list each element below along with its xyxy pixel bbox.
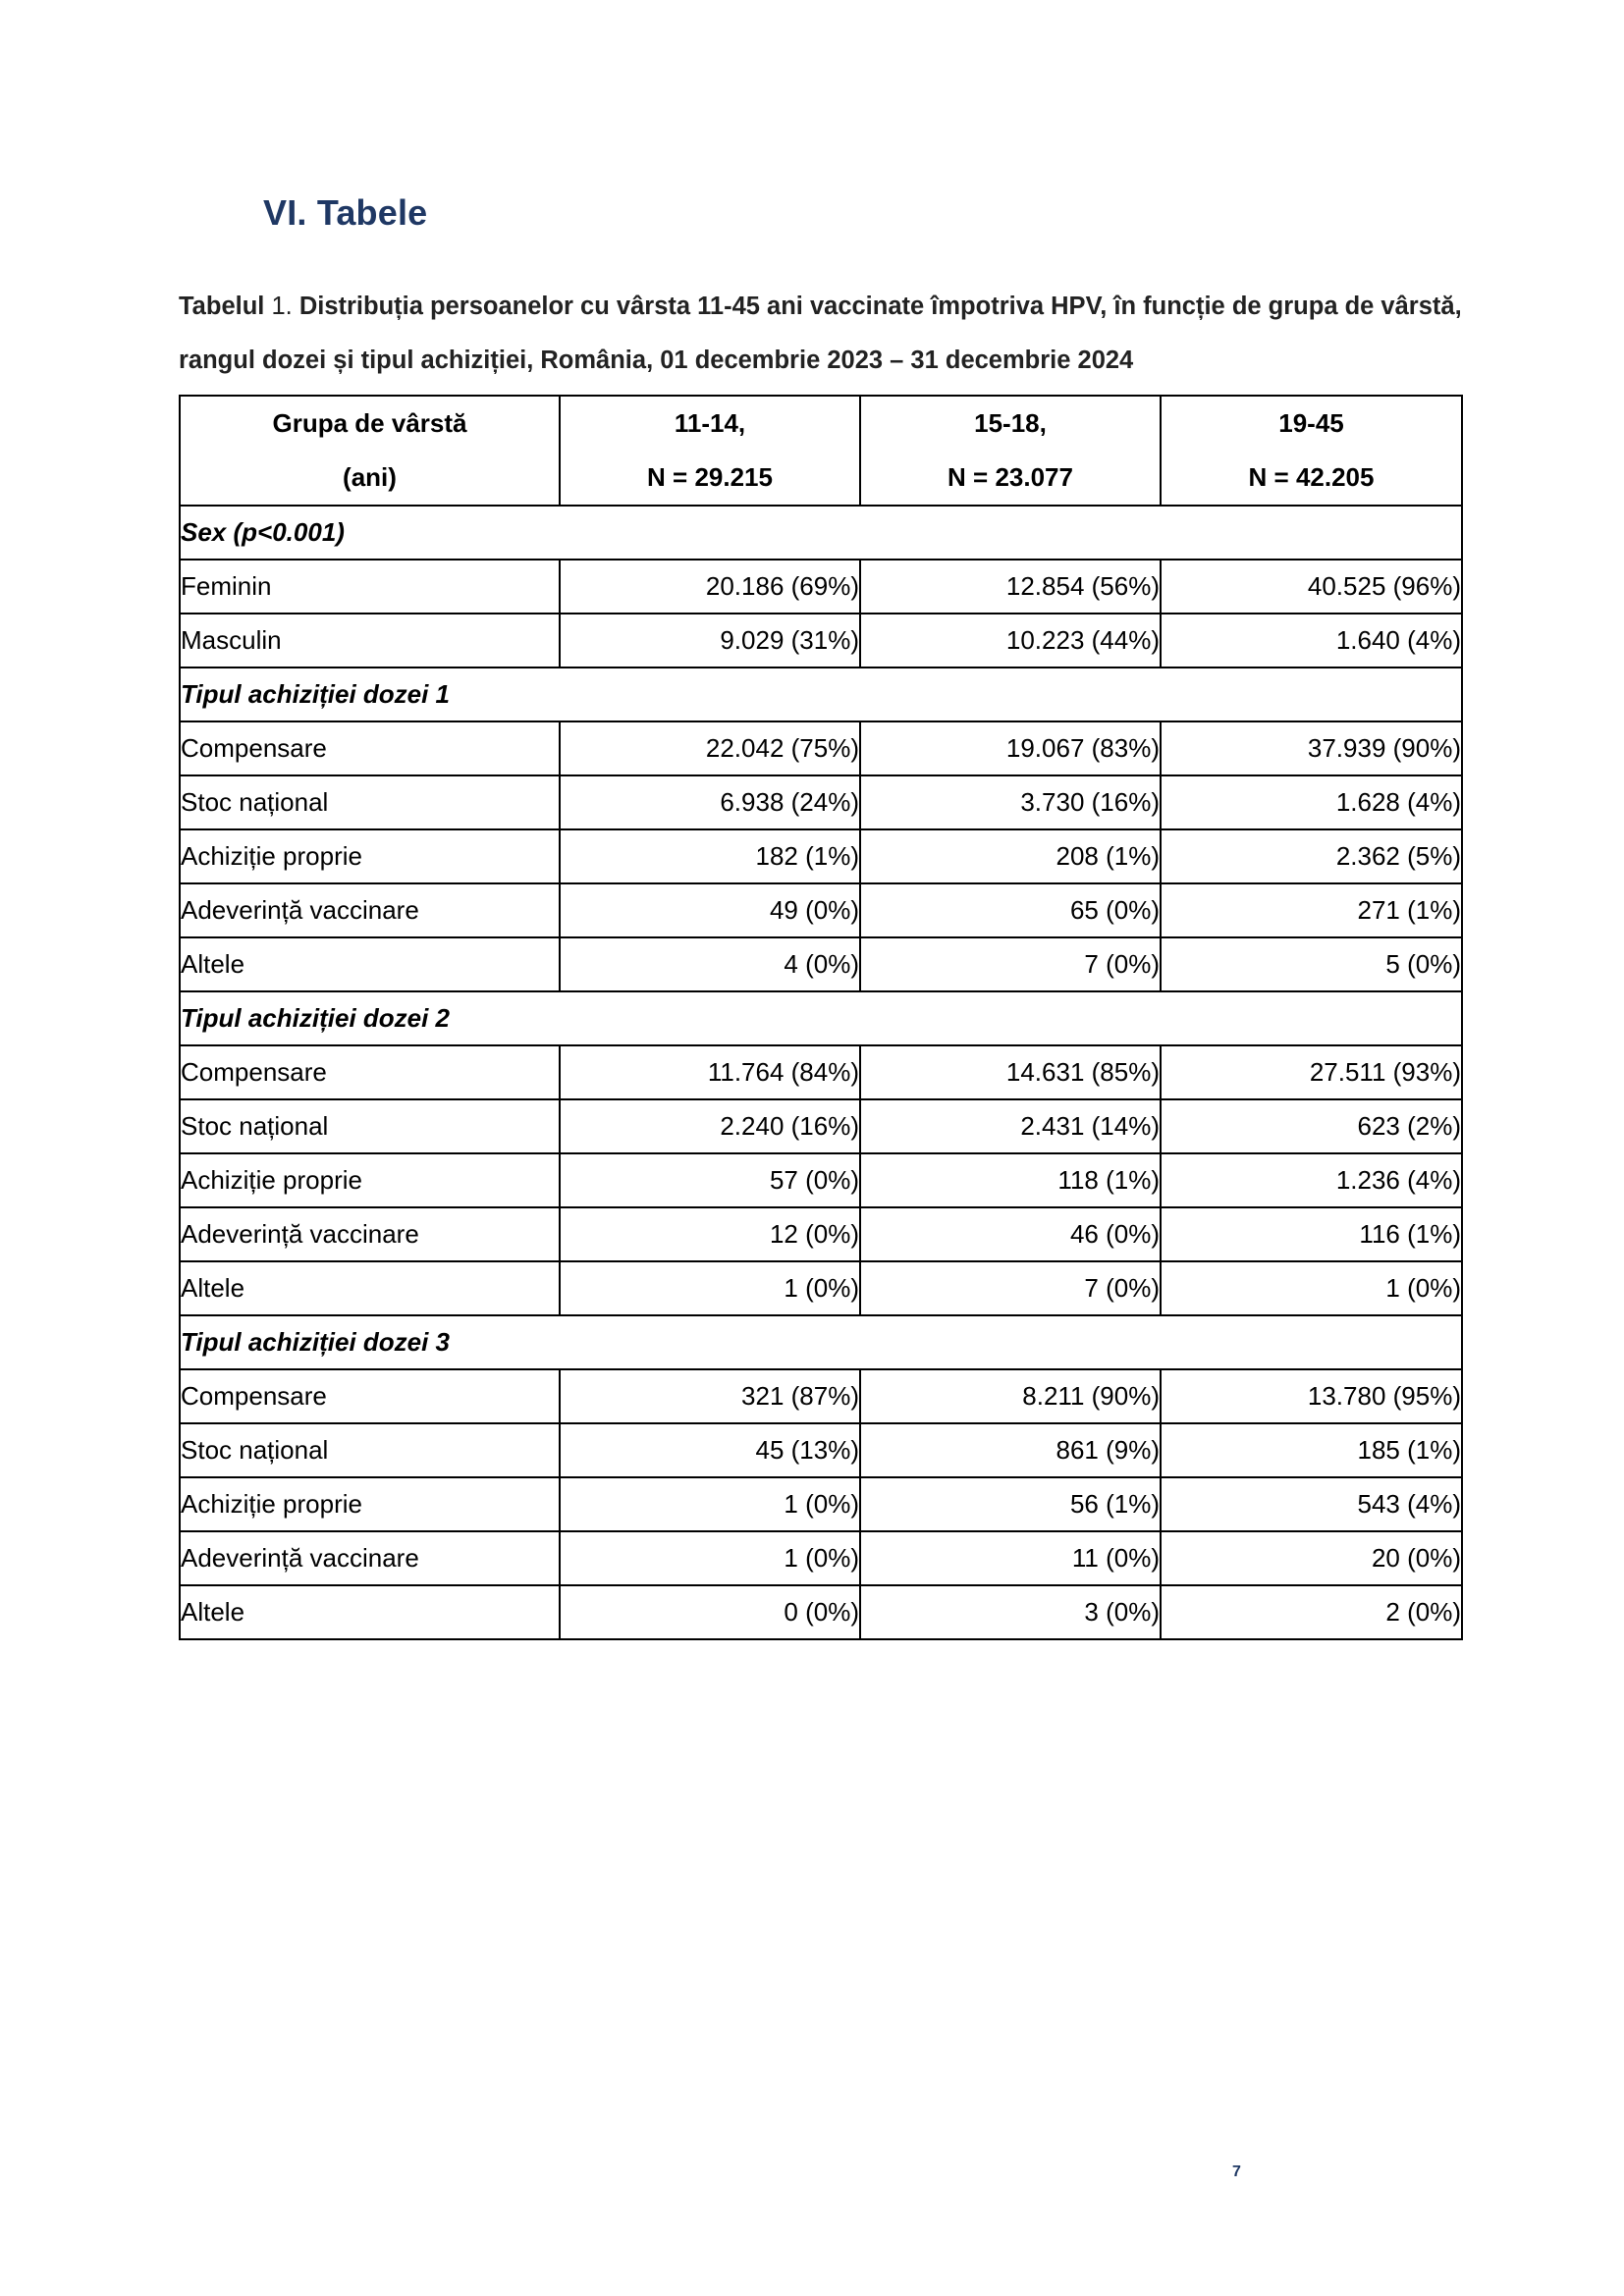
table-row [180, 1531, 1462, 1585]
table-row [180, 775, 1462, 829]
value-11-14: 0 (0%) [560, 1585, 860, 1639]
table-row [180, 1045, 1462, 1099]
value-11-14: 12 (0%) [560, 1207, 860, 1261]
value-11-14: 4 (0%) [560, 937, 860, 991]
value-11-14: 1 (0%) [560, 1531, 860, 1585]
table-row [180, 1153, 1462, 1207]
section-row [180, 991, 1462, 1045]
table-row [180, 1585, 1462, 1639]
value-11-14: 20.186 (69%) [560, 560, 860, 614]
header-age-group-unit: (ani) [343, 462, 397, 492]
header-15-18-count: N = 23.077 [947, 462, 1073, 492]
row-label: Feminin [180, 560, 560, 614]
table-body [180, 506, 1462, 1639]
table-row [180, 937, 1462, 991]
section-title: Tipul achiziției dozei 2 [180, 991, 1462, 1045]
value-11-14: 45 (13%) [560, 1423, 860, 1477]
value-11-14: 49 (0%) [560, 883, 860, 937]
header-age-group-title: Grupa de vârstă [272, 408, 467, 438]
value-19-45: 20 (0%) [1161, 1531, 1462, 1585]
row-label: Stoc național [180, 1423, 560, 1477]
value-19-45: 1.640 (4%) [1161, 614, 1462, 667]
table-row [180, 614, 1462, 667]
row-label: Compensare [180, 1045, 560, 1099]
value-11-14: 11.764 (84%) [560, 1045, 860, 1099]
table-row [180, 1099, 1462, 1153]
header-11-14-range: 11-14, [674, 408, 746, 438]
row-label: Achiziție proprie [180, 1153, 560, 1207]
header-11-14-count: N = 29.215 [647, 462, 773, 492]
value-15-18: 8.211 (90%) [860, 1369, 1161, 1423]
table-row [180, 883, 1462, 937]
header-row [180, 396, 1462, 506]
value-15-18: 19.067 (83%) [860, 721, 1161, 775]
value-11-14: 2.240 (16%) [560, 1099, 860, 1153]
table-row [180, 1261, 1462, 1315]
value-15-18: 2.431 (14%) [860, 1099, 1161, 1153]
value-19-45: 37.939 (90%) [1161, 721, 1462, 775]
value-15-18: 3 (0%) [860, 1585, 1161, 1639]
row-label: Stoc național [180, 775, 560, 829]
value-19-45: 623 (2%) [1161, 1099, 1462, 1153]
value-11-14: 1 (0%) [560, 1477, 860, 1531]
row-label: Adeverință vaccinare [180, 1531, 560, 1585]
table-row [180, 721, 1462, 775]
value-15-18: 3.730 (16%) [860, 775, 1161, 829]
value-19-45: 13.780 (95%) [1161, 1369, 1462, 1423]
value-19-45: 2.362 (5%) [1161, 829, 1462, 883]
row-label: Altele [180, 1585, 560, 1639]
row-label: Altele [180, 1261, 560, 1315]
value-15-18: 56 (1%) [860, 1477, 1161, 1531]
value-19-45: 116 (1%) [1161, 1207, 1462, 1261]
row-label: Compensare [180, 1369, 560, 1423]
table-row [180, 1477, 1462, 1531]
value-15-18: 46 (0%) [860, 1207, 1161, 1261]
value-15-18: 208 (1%) [860, 829, 1161, 883]
page-number: 7 [1232, 2163, 1241, 2180]
row-label: Masculin [180, 614, 560, 667]
value-11-14: 9.029 (31%) [560, 614, 860, 667]
value-19-45: 2 (0%) [1161, 1585, 1462, 1639]
value-11-14: 321 (87%) [560, 1369, 860, 1423]
value-15-18: 7 (0%) [860, 1261, 1161, 1315]
section-row [180, 506, 1462, 560]
caption-label: Tabelul [179, 293, 272, 320]
value-15-18: 11 (0%) [860, 1531, 1161, 1585]
value-15-18: 10.223 (44%) [860, 614, 1161, 667]
value-19-45: 1.236 (4%) [1161, 1153, 1462, 1207]
value-15-18: 65 (0%) [860, 883, 1161, 937]
row-label: Adeverință vaccinare [180, 883, 560, 937]
section-title: Tipul achiziției dozei 1 [180, 667, 1462, 721]
table-caption [179, 280, 1465, 388]
row-label: Compensare [180, 721, 560, 775]
value-19-45: 1.628 (4%) [1161, 775, 1462, 829]
header-11-14 [560, 396, 860, 506]
value-11-14: 182 (1%) [560, 829, 860, 883]
section-heading: VI. Tabele [263, 192, 428, 233]
value-19-45: 271 (1%) [1161, 883, 1462, 937]
table-row [180, 560, 1462, 614]
table-header [180, 396, 1462, 506]
value-15-18: 7 (0%) [860, 937, 1161, 991]
section-title: Tipul achiziției dozei 3 [180, 1315, 1462, 1369]
section-row [180, 667, 1462, 721]
value-11-14: 6.938 (24%) [560, 775, 860, 829]
header-15-18-range: 15-18, [974, 408, 1047, 438]
caption-text: Distribuția persoanelor cu vârsta 11-45 ani vaccinate împotriva HPV, în funcție de grupa de vârstă, rangul dozei și tipul achiziției, România, 01 decembrie 2023 – 31 decembrie 2024 [179, 293, 1462, 374]
header-15-18 [860, 396, 1161, 506]
header-19-45 [1161, 396, 1462, 506]
value-15-18: 12.854 (56%) [860, 560, 1161, 614]
vaccination-table [179, 395, 1463, 1640]
value-15-18: 14.631 (85%) [860, 1045, 1161, 1099]
value-19-45: 185 (1%) [1161, 1423, 1462, 1477]
value-19-45: 1 (0%) [1161, 1261, 1462, 1315]
value-15-18: 861 (9%) [860, 1423, 1161, 1477]
section-row [180, 1315, 1462, 1369]
row-label: Stoc național [180, 1099, 560, 1153]
caption-number: 1. [271, 293, 293, 320]
value-11-14: 57 (0%) [560, 1153, 860, 1207]
value-11-14: 1 (0%) [560, 1261, 860, 1315]
header-19-45-range: 19-45 [1278, 408, 1344, 438]
value-15-18: 118 (1%) [860, 1153, 1161, 1207]
value-11-14: 22.042 (75%) [560, 721, 860, 775]
table-row [180, 1369, 1462, 1423]
row-label: Adeverință vaccinare [180, 1207, 560, 1261]
row-label: Achiziție proprie [180, 1477, 560, 1531]
header-age-group [180, 396, 560, 506]
row-label: Achiziție proprie [180, 829, 560, 883]
value-19-45: 40.525 (96%) [1161, 560, 1462, 614]
table-row [180, 1207, 1462, 1261]
value-19-45: 5 (0%) [1161, 937, 1462, 991]
value-19-45: 543 (4%) [1161, 1477, 1462, 1531]
value-19-45: 27.511 (93%) [1161, 1045, 1462, 1099]
table-row [180, 1423, 1462, 1477]
header-19-45-count: N = 42.205 [1248, 462, 1375, 492]
section-title: Sex (p<0.001) [180, 506, 1462, 560]
row-label: Altele [180, 937, 560, 991]
table-row [180, 829, 1462, 883]
